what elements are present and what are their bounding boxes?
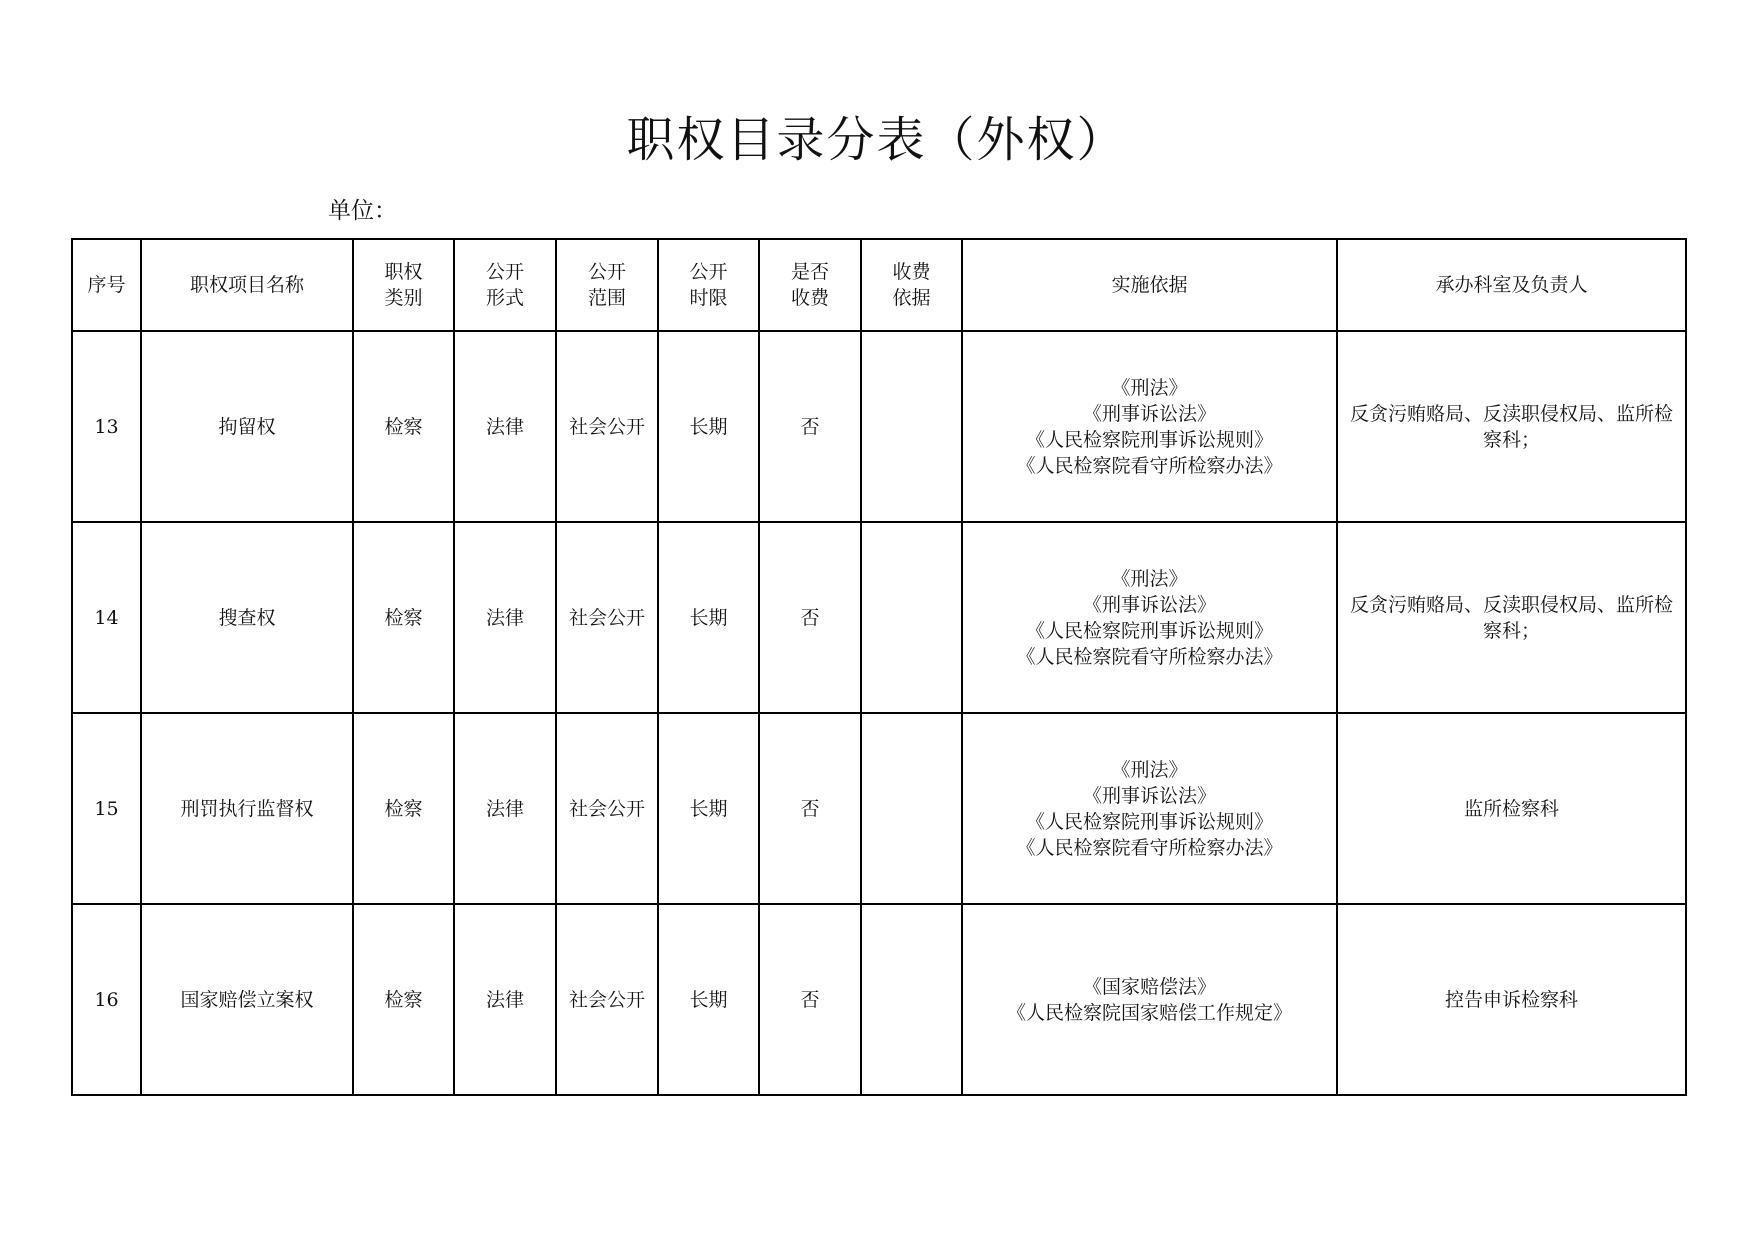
cell-scope: 社会公开	[556, 522, 658, 713]
cell-fee-basis	[861, 904, 962, 1095]
cell-fee-basis	[861, 331, 962, 522]
header-fee-basis: 收费 依据	[861, 239, 962, 331]
header-scope: 公开 范围	[556, 239, 658, 331]
header-name: 职权项目名称	[141, 239, 353, 331]
page-title: 职权目录分表（外权）	[626, 112, 1127, 168]
cell-name: 刑罚执行监督权	[141, 713, 353, 904]
cell-form: 法律	[454, 904, 556, 1095]
table-row	[72, 331, 1686, 522]
header-period: 公开 时限	[658, 239, 759, 331]
cell-period: 长期	[658, 331, 759, 522]
cell-name: 拘留权	[141, 331, 353, 522]
cell-category: 检察	[353, 904, 454, 1095]
cell-period: 长期	[658, 713, 759, 904]
cell-category: 检察	[353, 522, 454, 713]
cell-period: 长期	[658, 522, 759, 713]
table-row	[72, 713, 1686, 904]
cell-name: 搜查权	[141, 522, 353, 713]
cell-basis: 《国家赔偿法》 《人民检察院国家赔偿工作规定》	[962, 904, 1337, 1095]
cell-seq: 13	[72, 331, 141, 522]
cell-seq: 15	[72, 713, 141, 904]
cell-dept: 反贪污贿赂局、反渎职侵权局、监所检察科；	[1337, 331, 1686, 522]
cell-basis: 《刑法》 《刑事诉讼法》 《人民检察院刑事诉讼规则》 《人民检察院看守所检察办法》	[962, 713, 1337, 904]
header-row	[72, 239, 1686, 331]
cell-period: 长期	[658, 904, 759, 1095]
cell-fee-basis	[861, 713, 962, 904]
cell-dept: 监所检察科	[1337, 713, 1686, 904]
header-fee: 是否 收费	[759, 239, 861, 331]
header-seq: 序号	[72, 239, 141, 331]
cell-name: 国家赔偿立案权	[141, 904, 353, 1095]
cell-fee: 否	[759, 331, 861, 522]
cell-seq: 14	[72, 522, 141, 713]
cell-basis: 《刑法》 《刑事诉讼法》 《人民检察院刑事诉讼规则》 《人民检察院看守所检察办法》	[962, 522, 1337, 713]
cell-dept: 控告申诉检察科	[1337, 904, 1686, 1095]
cell-category: 检察	[353, 713, 454, 904]
cell-seq: 16	[72, 904, 141, 1095]
table-row	[72, 522, 1686, 713]
cell-basis: 《刑法》 《刑事诉讼法》 《人民检察院刑事诉讼规则》 《人民检察院看守所检察办法》	[962, 331, 1337, 522]
cell-form: 法律	[454, 522, 556, 713]
header-dept: 承办科室及负责人	[1337, 239, 1686, 331]
cell-fee-basis	[861, 522, 962, 713]
cell-scope: 社会公开	[556, 713, 658, 904]
header-basis: 实施依据	[962, 239, 1337, 331]
cell-fee: 否	[759, 522, 861, 713]
table-row	[72, 904, 1686, 1095]
unit-label: 单位：	[328, 198, 397, 224]
cell-scope: 社会公开	[556, 331, 658, 522]
cell-dept: 反贪污贿赂局、反渎职侵权局、监所检察科；	[1337, 522, 1686, 713]
cell-fee: 否	[759, 713, 861, 904]
header-category: 职权 类别	[353, 239, 454, 331]
cell-form: 法律	[454, 713, 556, 904]
cell-fee: 否	[759, 904, 861, 1095]
cell-category: 检察	[353, 331, 454, 522]
authority-table	[71, 238, 1687, 1096]
header-form: 公开 形式	[454, 239, 556, 331]
cell-form: 法律	[454, 331, 556, 522]
cell-scope: 社会公开	[556, 904, 658, 1095]
